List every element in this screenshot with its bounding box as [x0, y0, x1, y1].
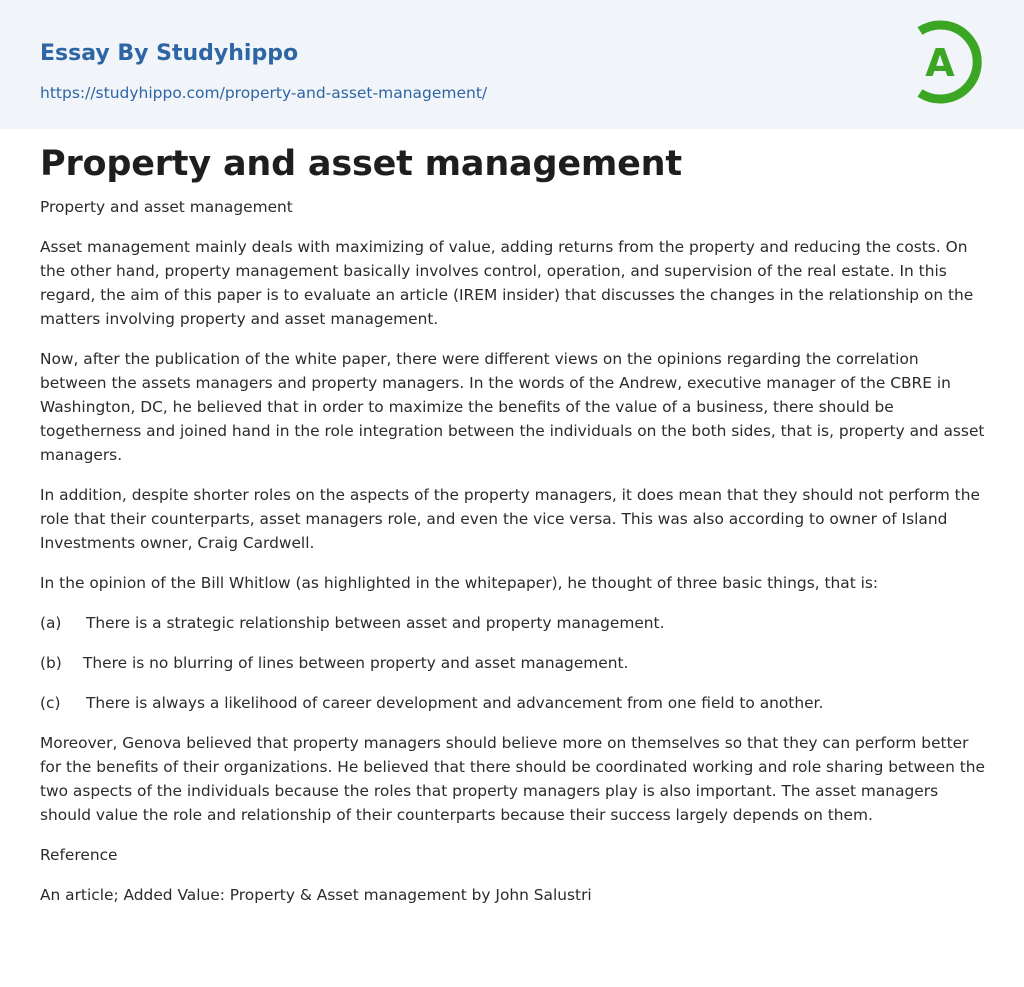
list-item-text: There is no blurring of lines between property and asset management. [83, 654, 629, 672]
article-url-link[interactable]: https://studyhippo.com/property-and-asset-management/ [40, 84, 488, 102]
reference-heading: Reference [40, 846, 118, 864]
paragraph: In addition, despite shorter roles on the aspects of the property managers, it does mean that they should not perform the role that their counterparts, asset managers role, and even the vice versa. This was also according to owner of Island Investments owner, Craig Cardwell. [40, 486, 980, 552]
brand-title[interactable]: Essay By Studyhippo [40, 41, 299, 66]
studyhippo-logo-icon[interactable] [910, 18, 986, 106]
list-item [40, 691, 990, 715]
list-item [40, 651, 990, 675]
list-marker: (b) [40, 654, 62, 672]
paragraph: In the opinion of the Bill Whitlow (as highlighted in the whitepaper), he thought of three basic things, that is: [40, 574, 879, 592]
list-item-text: There is always a likelihood of career development and advancement from one field to another. [86, 694, 824, 712]
article-body [40, 195, 990, 923]
list-item [40, 611, 990, 635]
paragraph: Moreover, Genova believed that property managers should believe more on themselves so that they can perform better for the benefits of their organizations. He believed that there should be coordinated working and role sharing between the two aspects of the individuals because the roles that property managers play is also important. The asset managers should value the role and relationship of their counterparts because their success largely depends on them. [40, 734, 985, 824]
paragraph: Now, after the publication of the white paper, there were different views on the opinions regarding the correlation between the assets managers and property managers. In the words of the Andrew, executive manager of the CBRE in Washington, DC, he believed that in order to maximize the benefits of the value of a business, there should be togetherness and joined hand in the role integration between the individuals on the both sides, that is, property and asset managers. [40, 350, 985, 464]
paragraph: Asset management mainly deals with maximizing of value, adding returns from the property and reducing the costs. On the other hand, property management basically involves control, operation, and supervision of the real estate. In this regard, the aim of this paper is to evaluate an article (IREM insider) that discusses the changes in the relationship on the matters involving property and asset management. [40, 238, 974, 328]
page-title: Property and asset management [40, 144, 682, 184]
reference-entry: An article; Added Value: Property & Asset management by John Salustri [40, 886, 592, 904]
list-marker: (c) [40, 694, 61, 712]
list-item-text: There is a strategic relationship between asset and property management. [86, 614, 665, 632]
list-marker: (a) [40, 614, 62, 632]
logo-letter: A [925, 41, 955, 85]
article-subtitle: Property and asset management [40, 198, 293, 216]
